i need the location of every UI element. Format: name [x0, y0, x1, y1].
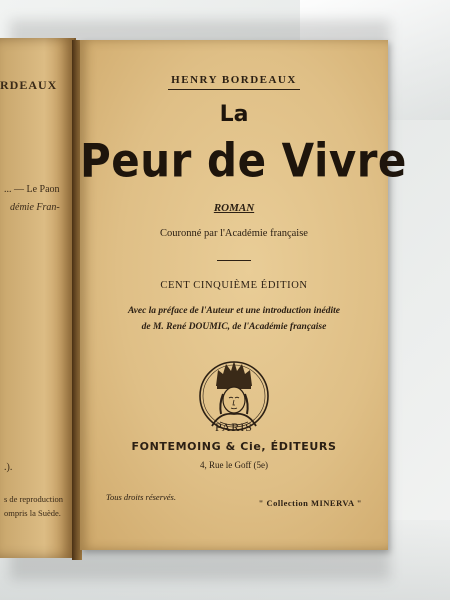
- award-text: Couronné par l'Académie française: [160, 228, 308, 239]
- city-text: PARIS: [215, 420, 253, 434]
- publisher-text: FONTEMOING & Cie, ÉDITEURS: [131, 440, 337, 453]
- left-page-line: s de reproduction: [4, 494, 64, 504]
- left-page-line: démie Fran-: [10, 202, 60, 213]
- title-article: La: [219, 102, 249, 127]
- edition-text: CENT CINQUIÈME ÉDITION: [160, 280, 308, 291]
- left-page-line: ... — Le Paon: [4, 184, 60, 195]
- collection-text: " Collection MINERVA ": [258, 498, 362, 508]
- genre-label: ROMAN: [213, 202, 255, 214]
- divider: [217, 260, 251, 261]
- author-name: HENRY BORDEAUX: [171, 74, 297, 86]
- preface-line: de M. René DOUMIC, de l'Académie française: [141, 322, 327, 332]
- rights-text: Tous droits réservés.: [106, 492, 176, 502]
- left-page-line: .).: [4, 462, 13, 473]
- left-page-heading: RDEAUX: [0, 78, 58, 92]
- book-title: Peur de Vivre: [80, 133, 407, 188]
- title-page: [80, 40, 407, 550]
- left-page: [0, 38, 76, 558]
- left-page-line: ompris la Suède.: [4, 508, 61, 518]
- address-text: 4, Rue le Goff (5e): [199, 460, 269, 470]
- author-underline: [168, 89, 300, 90]
- preface-line: Avec la préface de l'Auteur et une introduction inédite: [128, 306, 340, 316]
